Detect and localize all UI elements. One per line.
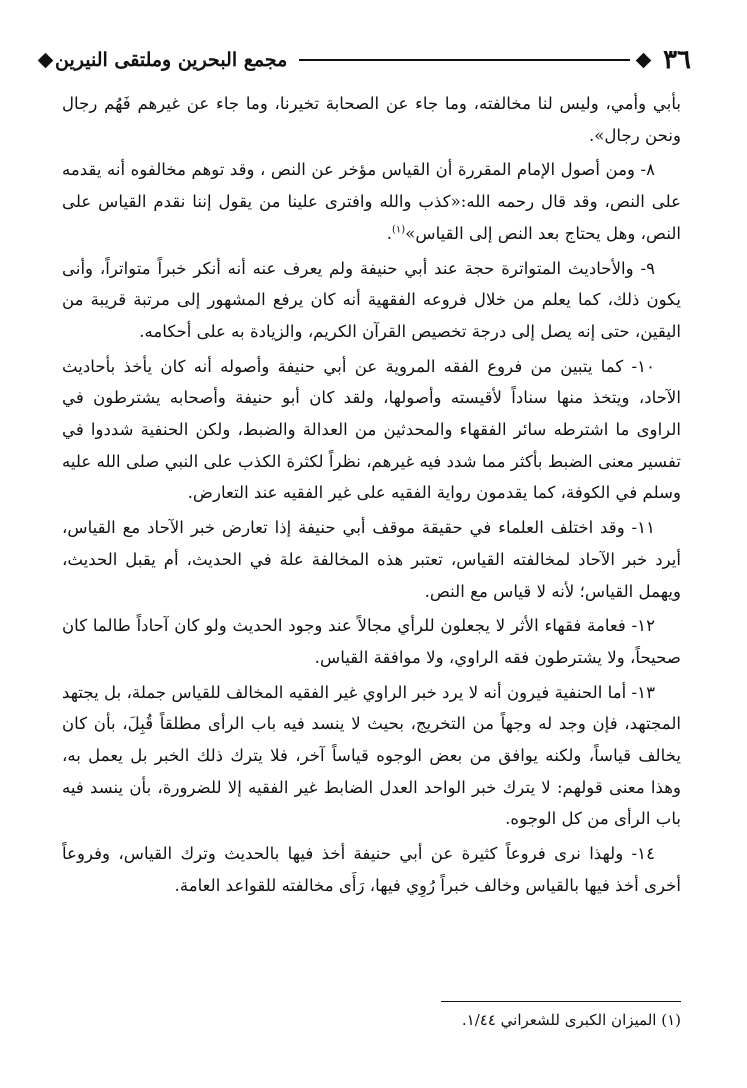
paragraph-tail: . [386, 223, 392, 243]
footnote: (١) الميزان الكبرى للشعراني ١/٤٤. [461, 1011, 681, 1029]
paragraph: ١١- وقد اختلف العلماء في حقيقة موقف أبي حنيفة إذا تعارض خبر الآحاد مع القياس، أيرد خبر الآحاد لمخالفته القياس، تعتبر هذه المخالفة علة في الحديث، أم يقبل الحديث، ويهمل القياس؛ لأنه لا قياس مع النص. [62, 518, 681, 601]
paragraph: ٩- والأحاديث المتواترة حجة عند أبي حنيفة ولم يعرف عنه أنه أنكر خبراً متواتراً، وأنى يكون ذلك، كما يعلم من خلال فروعه الفقهية أنه كان يرفع المشهور إلى مرتبة قريبة من اليقين، حتى إنه يصل إلى درجة تخصيص القرآن الكريم، والزيادة به على أحكامه. [62, 258, 681, 341]
footnote-separator [441, 1001, 681, 1002]
running-title: مجمع البحرين وملتقى النيرين [55, 49, 288, 71]
header-rule [299, 59, 630, 61]
paragraph [62, 154, 681, 249]
body-text [62, 88, 681, 902]
paragraph: ١٣- أما الحنفية فيرون أنه لا يرد خبر الراوي غير الفقيه المخالف للقياس جملة، بل يجتهد المجتهد، فإن وجد له وجهاً من التخريج، بحيث لا ينسد فيه باب الرأى مطلقاً قُبِلَ، بأن كان يخالف قياساً، ولكنه يوافق من بعض الوجوه قياساً آخر، فلا يترك ذلك الخبر بل يعمل به، وهذا معنى قولهم: لا يترك خبر الواحد العدل الضابط غير الفقيه إلا للضرورة، بأن ينسد فيه باب الرأى من كل الوجوه. [62, 682, 681, 829]
paragraph: ١٠- كما يتبين من فروع الفقه المروية عن أبي حنيفة وأصوله أنه كان يأخذ بأحاديث الآحاد، ويتخذ منها سناداً لأقيسته وأصولها، ولقد كان أبو حنيفة وأصحابه يشترطون في الراوى ما اشترطه سائر الفقهاء والمحدثين من العدالة والضبط، ولكن الحنفية شددوا في تفسير معنى الضبط بأكثر مما شدد فيه غيرهم، نظراً لكثرة الكذب على النبي صلى الله عليه وسلم في الكوفة، كما يقدمون رواية الفقيه على غير الفقيه عند التعارض. [62, 356, 681, 503]
page-number: ٣٦ [663, 45, 691, 75]
page-header [40, 40, 691, 80]
paragraph: ١٤- ولهذا نرى فروعاً كثيرة عن أبي حنيفة أخذ فيها بالحديث وترك القياس، وفروعاً أخرى أخذ فيها بالقياس وخالف خبراً رُوِي فيها، رَأَى مخالفته للقواعد العامة. [62, 844, 681, 895]
paragraph: بأبي وأمي، وليس لنا مخالفته، وما جاء عن الصحابة تخيرنا، وما جاء عن غيرهم فَهُم رجال ونحن رجال». [62, 94, 681, 145]
paragraph: ١٢- فعامة فقهاء الأثر لا يجعلون للرأي مجالاً عند وجود الحديث ولو كان آحاداً طالما كان صحيحاً، ولا يشترطون فقه الراوي، ولا موافقة القياس. [62, 616, 681, 667]
diamond-ornament-icon [38, 52, 54, 68]
footnote-marker: (١) [392, 224, 406, 236]
diamond-ornament-icon [636, 52, 652, 68]
paragraph-text: ٨- ومن أصول الإمام المقررة أن القياس مؤخر عن النص ، وقد توهم مخالفوه أنه يقدمه على النص، وقد قال رحمه الله:«كذب والله وافترى علينا من يقول إننا نقدم القياس على النص، وهل يحتاج بعد النص إلى القياس» [62, 160, 681, 243]
